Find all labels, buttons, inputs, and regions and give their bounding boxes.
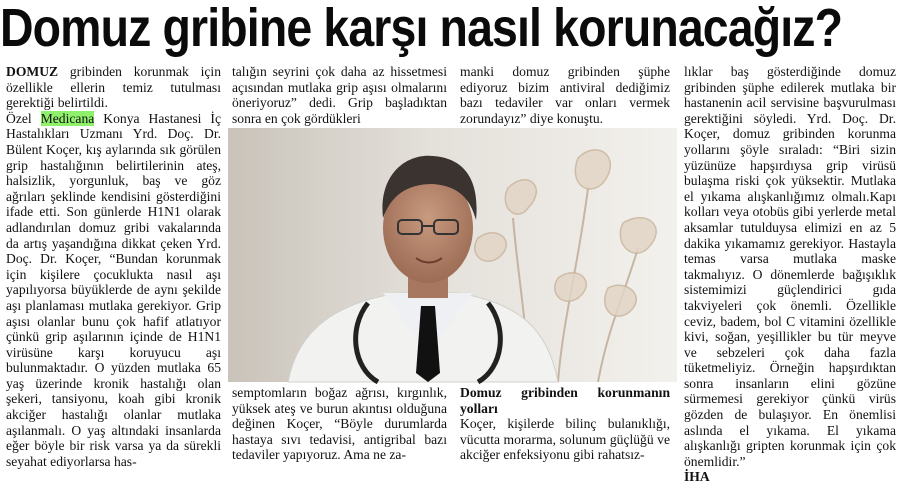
column-1-text-b: Konya Hastanesi İç Hastalıkları Uzmanı Yrd. Doç. Dr. Bülent Koçer, kış aylarında sık görülen grip hastalığının belirtilerinin ateş, halsizlik, yorgunluk, baş ve göz ağrıları şeklinde kendisini gösterdiğini ifade etti. Son günlerde H1N1 olarak adlandırılan domuz gribi vakalarında da artış yaşandığına dikkat çeken Yrd. Doç. Dr. Koçer, “Bundan korunmak için kişilere çocuklukta nasıl aşı yapılıyorsa büyüklerde de aynı şekilde aşı planlaması mutlaka gerekiyor. Grip aşısı olanlar bunu çok hafif atlatıyor çünkü grip aşılarının içinde de H1N1 virüsüne karşı koruyucu aşı bulunmaktadır. O yüzden mutlaka 65 yaş üzerinde kronik hastalığı olan şekeri, tansiyonu, koah gibi kronik akciğer hastalığı olanlar mutlaka aşılanmalı. O yaş altındaki insanlarda eğer böyle bir risk varsa ya da sürekli seyahat ediyorlarsa has- (6, 110, 221, 469)
column-3-bottom-text: Koçer, kişilerde bilinç bulanıklığı, vücutta morarma, solunum güçlüğü ve akciğer enfeksiyonu gibi rahatsız- (460, 416, 670, 463)
article-column-1 (6, 64, 221, 469)
article-column-3-bottom (460, 385, 670, 465)
article-column-2-bottom: semptomların boğaz ağrısı, kırgınlık, yüksek ateş ve burun akıntısı olduğuna değinen Koçer, “Böyle durumlarda hastaya sıvı tedavisi, antigribal bazı tedaviler yapıyoruz. Ama ne za- (232, 385, 447, 463)
article-column-2-top: talığın seyrini çok daha az hissetmesi açısından mutlaka grip aşısı olmalarını öneriyoruz” dedi. Grip başladıktan sonra en çok gördükleri (232, 64, 447, 126)
column-1-text-a: Özel (6, 110, 41, 126)
subheading: Domuz gribinden korunmanın yolları (460, 385, 670, 416)
article-column-3-top: manki domuz gribinden şüphe ediyoruz bizim antiviral dediğimiz bazı tedaviler var onları vermek zorundayız” diye konuştu. (460, 64, 670, 126)
article-column-4 (684, 64, 896, 485)
doctor-photo (228, 128, 677, 382)
column-4-text: lıklar baş gösterdiğinde domuz gribinden şüphe edilerek mutlaka bir hastanenin acil servisine başvurulması gerektiğini söyledi. Yrd. Doç. Dr. Koçer, domuz gribinden korunma yollarını şöyle sıraladı: “Biri sizin yüzünüze hapşırdıysa grip virüsü bulaşma riski çok yüksektir. Mutlaka el yıkama alışkanlığımız olmalı.Kapı kolları veya otobüs gibi yerlerde metal aksamlar tutulduysa elimizi en az 5 dakika yıkamamız gerekiyor. Hastayla temas varsa mutlaka maske takmalıyız. O dönemlerde bağışıklık sistemimizi güçlendirici gıda takviyeleri çok önemli. Özellikle ceviz, badem, bol C vitamini özellikle kivi, soğan, yeşillikler bu tür meyve ve sebzeleri çok daha fazla tüketmeliyiz. Örneğin hapşırdıktan sonra insanların elini gözüne sürmemesi gerekiyor çünkü virüs gözden de bulaşıyor. En önemlisi aslında el yıkama. El yıkama alışkanlığı gripten korunmak için çok önemlidir.” (684, 64, 896, 469)
column-1-paragraph (6, 64, 221, 469)
doctor-photo-illustration (228, 128, 677, 382)
news-source: İHA (684, 469, 710, 485)
lead-word: DOMUZ (6, 64, 59, 79)
headline: Domuz gribine karşı nasıl korunacağız? (0, 0, 843, 58)
highlighted-name: Medicana (40, 110, 95, 126)
column-1-intro: gribinden korunmak için özellikle ellerin temiz tutulması gerektiği belirtildi. (6, 64, 221, 111)
